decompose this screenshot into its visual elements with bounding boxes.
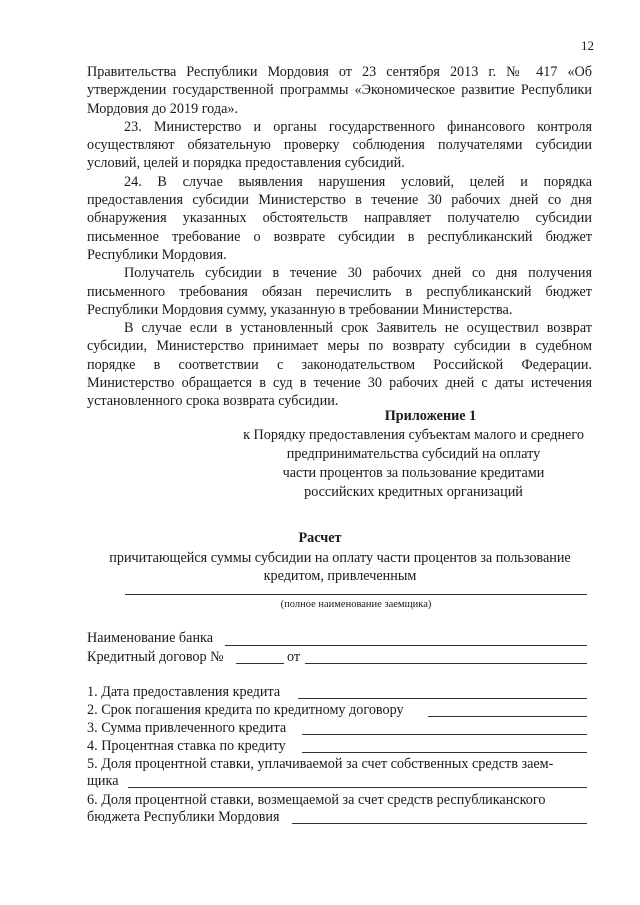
credit-contract-from-label: от bbox=[287, 649, 301, 665]
paragraph-recipient-obligation: Получатель субсидии в течение 30 рабочих дней со дня получения письменного требования обязан перечислить в республиканский бюджет Республики Мордовия сумму, указанную в требовании Министерства. bbox=[87, 265, 592, 318]
calculation-subtitle bbox=[80, 549, 600, 585]
form-item-5-blank[interactable] bbox=[128, 787, 587, 788]
appendix-line: российских кредитных организаций bbox=[304, 484, 523, 500]
form-item-4-label: 4. Процентная ставка по кредиту bbox=[87, 738, 286, 754]
appendix-header bbox=[235, 407, 592, 502]
paragraph-court-recovery: В случае если в установленный срок Заявитель не осуществил возврат субсидии, Министерство принимает меры по возврату субсидии в судебном порядке в соответствии с законодательством Российской Федерации. Министерство обращается в суд в течение 30 рабочих дней с даты истечения установленного срока возврата субсидии. bbox=[87, 320, 592, 410]
form-item-3-label: 3. Сумма привлеченного кредита bbox=[87, 720, 287, 736]
form-item-2-blank[interactable] bbox=[428, 716, 587, 717]
calculation-subtitle-line: причитающейся суммы субсидии на оплату части процентов за пользование bbox=[109, 550, 571, 566]
paragraph-23: 23. Министерство и органы государственного финансового контроля осуществляют обязательную проверку соблюдения получателями субсидии условий, целей и порядка предоставления субсидий. bbox=[87, 118, 592, 172]
appendix-line: к Порядку предоставления субъектам малого и среднего предпринимательства субсидий на оплату bbox=[243, 427, 584, 462]
credit-contract-label: Кредитный договор № bbox=[87, 649, 224, 665]
borrower-name-blank[interactable] bbox=[125, 594, 587, 595]
borrower-name-caption: (полное наименование заемщика) bbox=[280, 599, 432, 610]
appendix-line: части процентов за пользование кредитами bbox=[282, 465, 545, 481]
form-item-5-label: 5. Доля процентной ставки, уплачиваемой за счет собственных средств заем- bbox=[87, 756, 554, 772]
document-body bbox=[87, 63, 592, 411]
form-item-6-label-cont: бюджета Республики Мордовия bbox=[87, 809, 280, 825]
appendix-title: Приложение 1 bbox=[384, 408, 477, 424]
form-item-6-blank[interactable] bbox=[292, 823, 587, 824]
bank-name-label: Наименование банка bbox=[87, 630, 214, 646]
form-item-4-blank[interactable] bbox=[302, 752, 587, 753]
calculation-subtitle-line: кредитом, привлеченным bbox=[263, 568, 417, 584]
form-item-6-label: 6. Доля процентной ставки, возмещаемой за счет средств республиканского bbox=[87, 792, 546, 808]
form-item-1-blank[interactable] bbox=[298, 698, 587, 699]
form-item-1-label: 1. Дата предоставления кредита bbox=[87, 684, 281, 700]
paragraph-continuation: Правительства Республики Мордовия от 23 сентября 2013 г. № 417 «Об утверждении государственной программы «Экономическое развитие Республики Мордовия до 2019 года». bbox=[87, 64, 592, 117]
form-item-2-label: 2. Срок погашения кредита по кредитному договору bbox=[87, 702, 404, 718]
calculation-title: Расчет bbox=[298, 530, 342, 546]
credit-contract-number-blank[interactable] bbox=[236, 663, 284, 664]
paragraph-24: 24. В случае выявления нарушения условий, целей и порядка предоставления субсидии Министерство в течение 30 рабочих дней со дня обнаружения указанных обстоятельств направляет получателю субсидии письменное требование о возврате субсидии в республиканский бюджет Республики Мордовия. bbox=[87, 173, 592, 263]
page-number: 12 bbox=[581, 38, 594, 53]
credit-contract-date-blank[interactable] bbox=[305, 663, 587, 664]
form-item-5-label-cont: щика bbox=[87, 773, 119, 789]
form-item-3-blank[interactable] bbox=[302, 734, 587, 735]
bank-name-blank[interactable] bbox=[225, 645, 587, 646]
